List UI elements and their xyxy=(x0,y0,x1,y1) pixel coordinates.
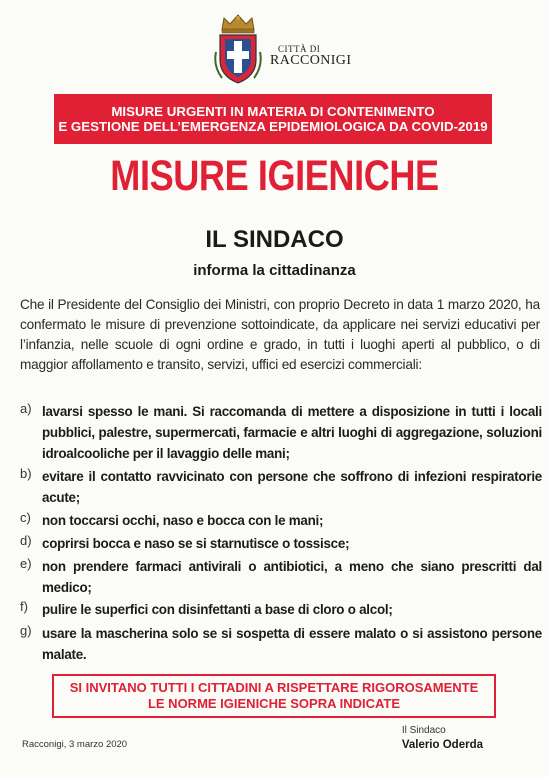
city-name xyxy=(270,44,351,67)
signature-role: Il Sindaco xyxy=(401,725,446,736)
measure-letter: e) xyxy=(20,556,32,571)
heading: IL SINDACO xyxy=(205,226,344,253)
subheading: informa la cittadinanza xyxy=(193,262,356,279)
emergency-banner xyxy=(54,94,492,144)
measure-letter: d) xyxy=(20,533,32,548)
measure-text: usare la mascherina solo se si sospetta di essere malato o si assistono persone malate. xyxy=(42,626,542,662)
measure-text: lavarsi spesso le mani. Si raccomanda di mettere a disposizione in tutti i locali pubblici, palestre, supermercati, farmacie e altri luoghi di aggregazione, soluzioni idroalcooliche per il lavaggio delle mani; xyxy=(42,404,542,461)
measure-text: pulire le superfici con disinfettanti a base di cloro o alcol; xyxy=(42,602,393,617)
measure-letter: f) xyxy=(20,599,28,614)
appeal-line-2: LE NORME IGIENICHE SOPRA INDICATE xyxy=(147,696,401,711)
city-title: RACCONIGI xyxy=(270,53,352,68)
signature-block xyxy=(402,725,483,751)
measure-text: evitare il contatto ravvicinato con persone che soffrono di infezioni respiratorie acute; xyxy=(42,469,542,505)
appeal-line-1: SI INVITANO TUTTI I CITTADINI A RISPETTARE RIGOROSAMENTE xyxy=(69,680,479,695)
city-crest-icon xyxy=(212,12,264,86)
poster-title: MISURE IGIENICHE xyxy=(110,152,439,200)
city-prefix: CITTÀ DI xyxy=(278,44,321,54)
signature-name: Valerio Oderda xyxy=(401,739,483,751)
measure-letter: b) xyxy=(20,466,32,481)
place-date: Racconigi, 3 marzo 2020 xyxy=(22,739,128,750)
banner-line-2: E GESTIONE DELL’EMERGENZA EPIDEMIOLOGICA DA COVID-2019 xyxy=(58,119,488,134)
measure-letter: a) xyxy=(20,401,32,416)
measure-text: non prendere farmaci antivirali o antibiotici, a meno che siano prescritti dal medico; xyxy=(42,559,542,595)
appeal-text xyxy=(52,680,496,712)
measure-text: non toccarsi occhi, naso e bocca con le mani; xyxy=(42,513,324,528)
measure-letter: g) xyxy=(20,623,32,638)
intro-paragraph: Che il Presidente del Consiglio dei Ministri, con proprio Decreto in data 1 marzo 2020, ha confermato le misure di prevenzione sottoindicate, da applicare nei servizi educativi per l’infanzia, nelle scuole di ogni ordine e grado, in tutti i luoghi aperti al pubblico, o di maggior affollamento e transito, servizi, uffici ed esercizi commerciali: xyxy=(20,297,540,372)
banner-line-1: MISURE URGENTI IN MATERIA DI CONTENIMENTO xyxy=(111,104,435,119)
measure-text: coprirsi bocca e naso se si starnutisce o tossisce; xyxy=(42,536,350,551)
measure-letter: c) xyxy=(20,510,31,525)
